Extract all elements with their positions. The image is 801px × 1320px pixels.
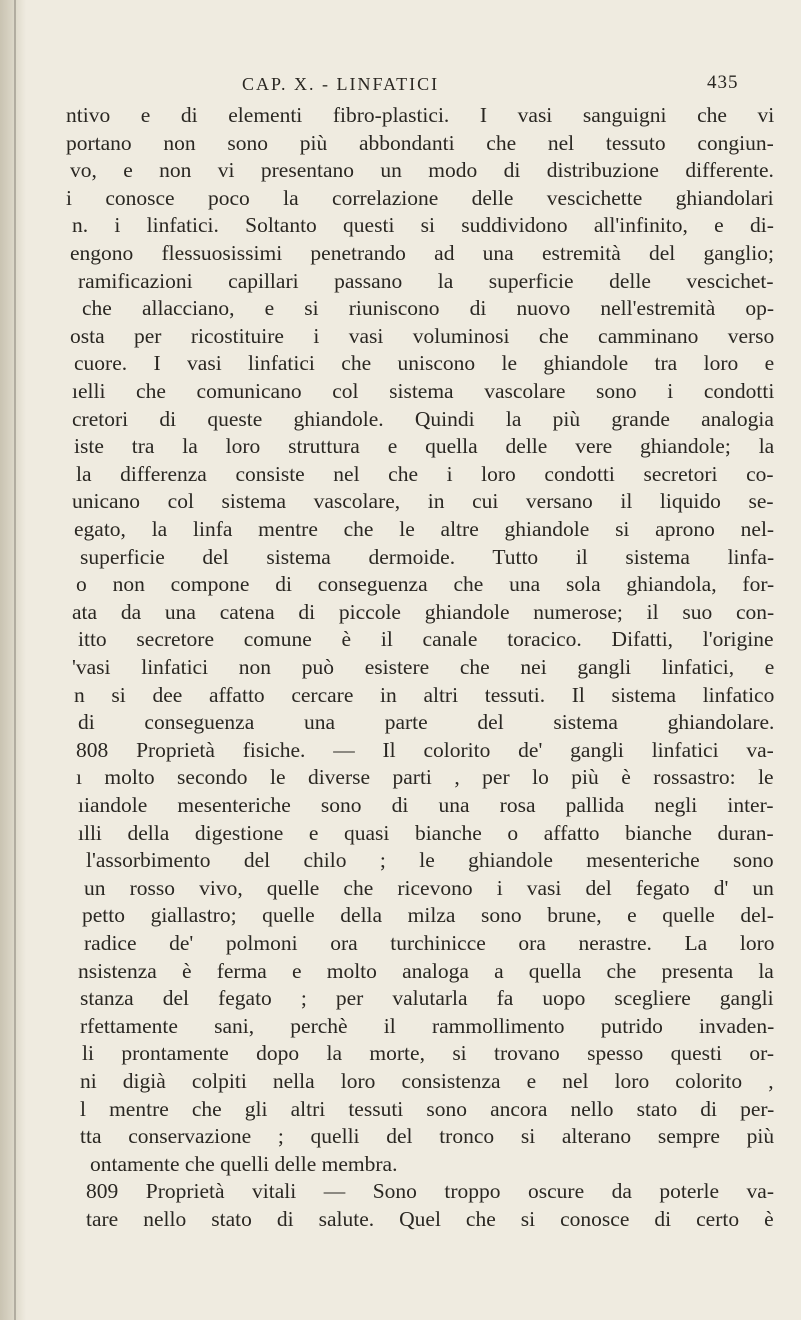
text-line: la differenza consiste nel che i loro condotti secretori co- — [76, 461, 774, 486]
text-line: superficie del sistema dermoide. Tutto il sistema linfa- — [80, 544, 775, 569]
text-line: ıelli che comunicano col sistema vascolare sono i condotti — [72, 379, 775, 403]
text-line: ıiandole mesenteriche sono di una rosa pallida negli inter- — [78, 793, 774, 817]
text-line: unicano col sistema vascolare, in cui versano il liquido se- — [72, 489, 774, 514]
text-line: petto giallastro; quelle della milza sono brune, e quelle del- — [82, 903, 774, 928]
text-line: egato, la linfa mentre che le altre ghiandole si aprono nel- — [74, 517, 775, 541]
text-line: tta conservazione ; quelli del tronco si alterano sempre più — [80, 1124, 775, 1149]
text-line: 808 Proprietà fisiche. — Il colorito de' gangli linfatici va- — [76, 737, 774, 762]
text-line: stanza del fegato ; per valutarla fa uopo scegliere gangli — [80, 986, 774, 1011]
page-number: 435 — [707, 72, 739, 93]
text-line: ntivo e di elementi fibro-plastici. I vasi sanguigni che vi — [66, 103, 775, 127]
text-line: un rosso vivo, quelle che ricevono i vasi del fegato d' un — [84, 875, 774, 900]
text-line: tare nello stato di salute. Quel che si conosce di certo è — [86, 1207, 774, 1231]
text-line: engono flessuosissimi penetrando ad una estremità del ganglio; — [70, 241, 774, 265]
text-line: itto secretore comune è il canale toracico. Difatti, l'origine — [78, 627, 774, 652]
text-line: 809 Proprietà vitali — Sono troppo oscure da poterle va- — [86, 1179, 775, 1204]
text-line: cuore. I vasi linfatici che uniscono le ghiandole tra loro e — [74, 351, 775, 376]
body-text — [26, 100, 778, 1250]
text-line: l'assorbimento del chilo ; le ghiandole mesenteriche sono — [86, 848, 774, 873]
text-line: ılli della digestione e quasi bianche o affatto bianche duran- — [78, 820, 774, 845]
binding-shadow-line — [14, 0, 16, 1320]
text-line: rfettamente sani, perchè il rammollimento putrido invaden- — [80, 1013, 775, 1038]
text-line: nsistenza è ferma e molto analoga a quella che presenta la — [78, 958, 774, 983]
text-line: ontamente che quelli delle membra. — [90, 1151, 398, 1176]
text-line: di conseguenza una parte del sistema ghiandolare. — [78, 710, 775, 735]
text-line: osta per ricostituire i vasi voluminosi che camminano verso — [70, 323, 775, 348]
text-line: iste tra la loro struttura e quella delle vere ghiandole; la — [74, 434, 775, 459]
text-line: ni digià colpiti nella loro consistenza e nel loro colorito , — [80, 1069, 774, 1093]
text-line: 'vasi linfatici non può esistere che nei gangli linfatici, e — [72, 655, 775, 679]
text-line: n si dee affatto cercare in altri tessuti. Il sistema linfatico — [74, 682, 775, 707]
text-line: li prontamente dopo la morte, si trovano spesso questi or- — [82, 1041, 774, 1066]
text-line: che allacciano, e si riuniscono di nuovo nell'estremità op- — [82, 296, 775, 321]
text-line: n. i linfatici. Soltanto questi si suddividono all'infinito, e di- — [72, 213, 774, 238]
text-line: o non compone di conseguenza che una sola ghiandola, for- — [76, 572, 775, 597]
text-line: i conosce poco la correlazione delle vescichette ghiandolari — [66, 185, 774, 210]
text-line: l mentre che gli altri tessuti sono ancora nello stato di per- — [80, 1096, 775, 1121]
text-line: radice de' polmoni ora turchinicce ora nerastre. La loro — [84, 931, 775, 955]
text-line: vo, e non vi presentano un modo di distribuzione differente. — [70, 158, 774, 183]
text-line: cretori di queste ghiandole. Quindi la più grande analogia — [72, 406, 774, 431]
text-line: ata da una catena di piccole ghiandole numerose; il suo con- — [72, 599, 775, 624]
page-binding-edge — [0, 0, 26, 1320]
text-line: ı molto secondo le diverse parti , per lo più è rossastro: le — [76, 765, 774, 790]
text-line: ramificazioni capillari passano la superficie delle vescichet- — [78, 268, 774, 293]
text-line: portano non sono più abbondanti che nel tessuto congiun- — [66, 130, 774, 155]
running-head: CAP. X. - LINFATICI — [242, 74, 440, 94]
